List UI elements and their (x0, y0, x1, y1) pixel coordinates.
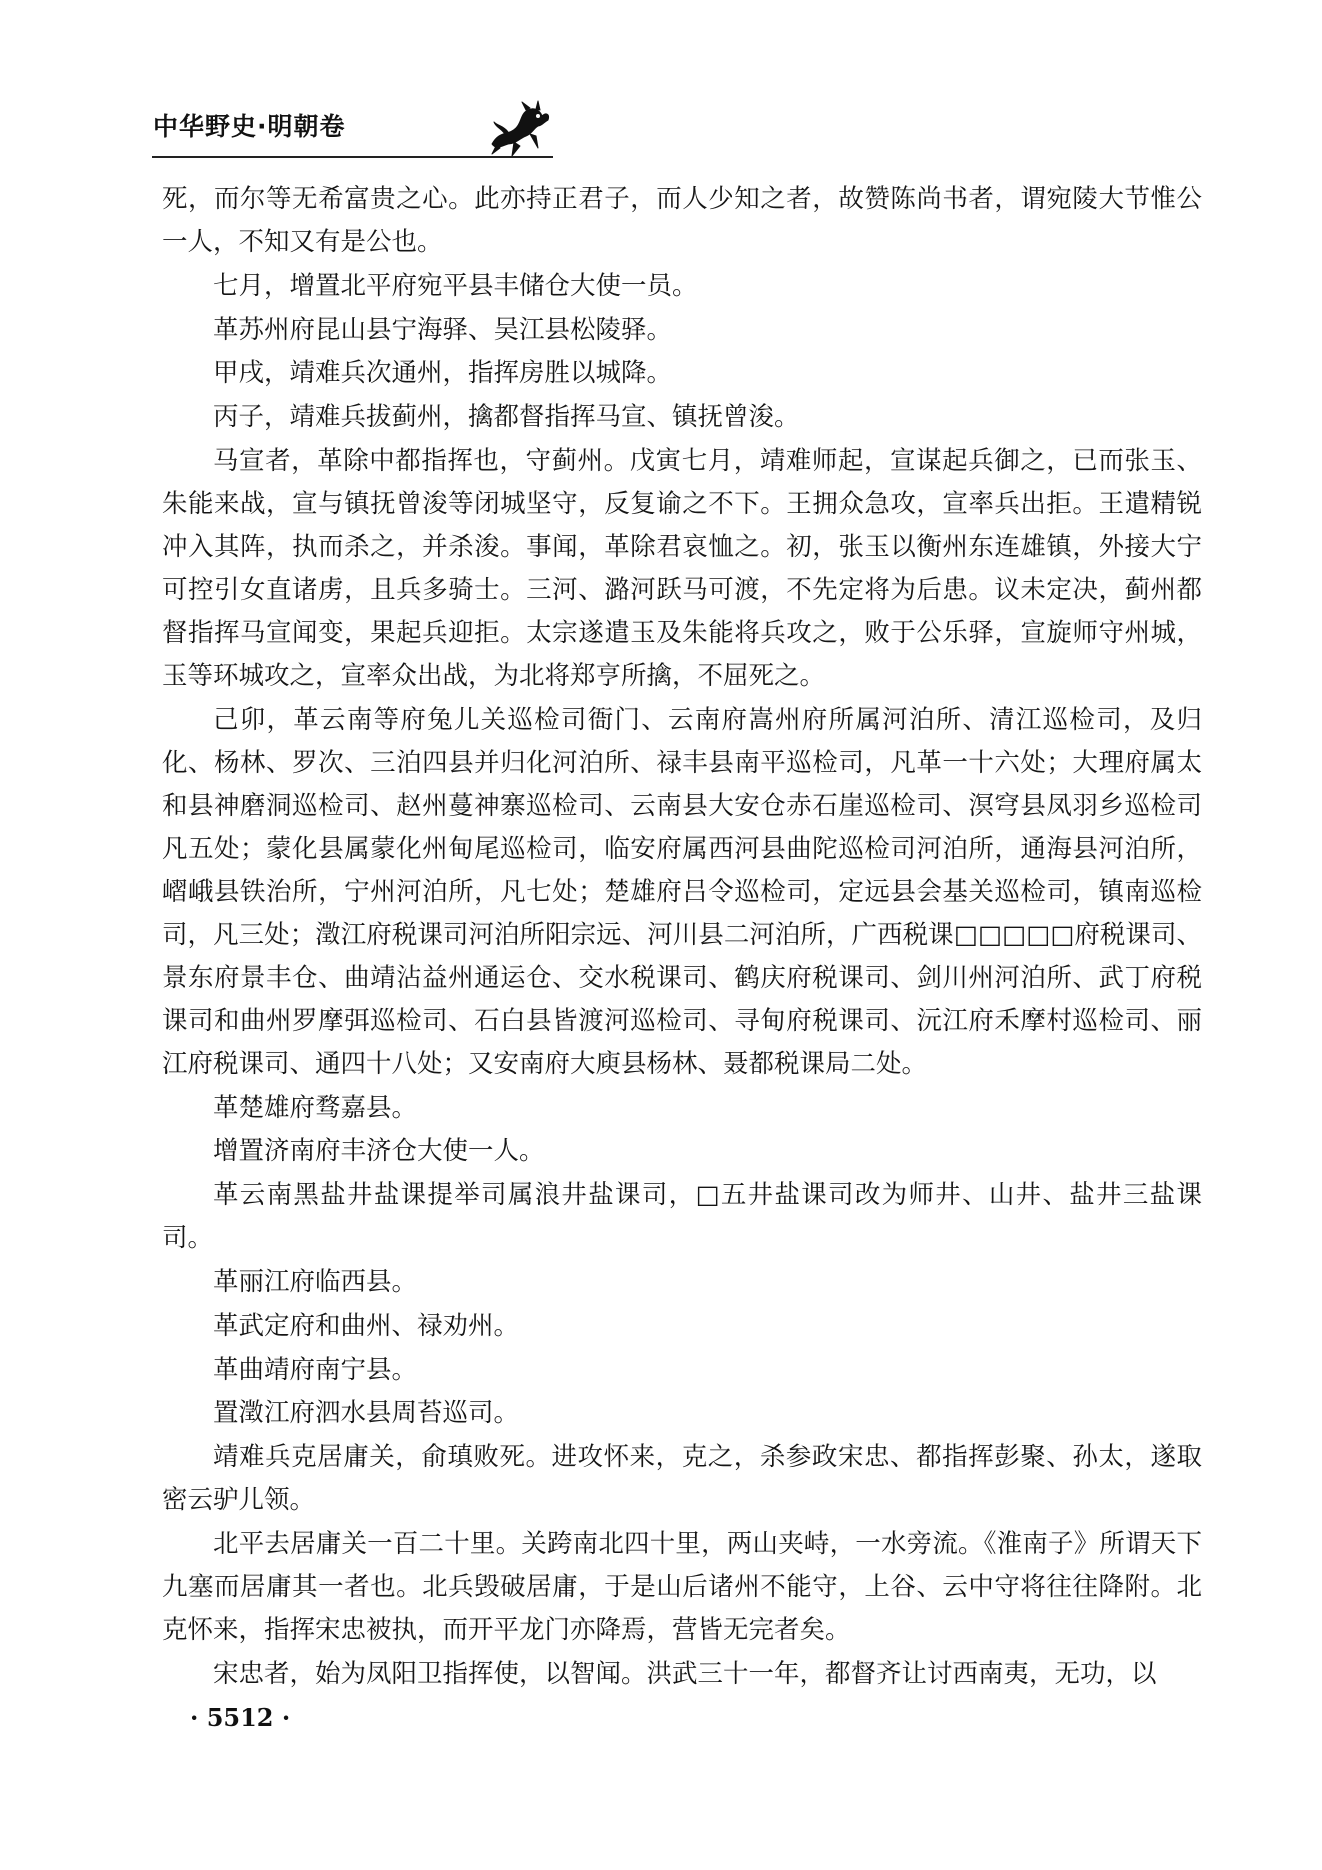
paragraph: 革曲靖府南宁县。 (213, 1354, 418, 1385)
paragraph: 甲戌，靖难兵次通州，指挥房胜以城降。 (213, 358, 673, 389)
header-rule (152, 156, 553, 158)
paragraph: 革云南黑盐井盐课提举司属浪井盐课司，□五井盐课司改为师井、山井、盐井三盐课司。 (162, 1180, 1202, 1254)
paragraph: 革楚雄府骛嘉县。 (213, 1092, 418, 1123)
paragraph: 七月，增置北平府宛平县丰储仓大使一员。 (213, 270, 698, 301)
paragraph: 北平去居庸关一百二十里。关跨南北四十里，两山夹峙，一水旁流。《淮南子》所谓天下九塞而居庸其一者也。北兵毁破居庸，于是山后诸州不能守，上谷、云中守将往往降附。北克怀来，指挥宋忠被执，而开平龙门亦降焉，营皆无完者矣。 (162, 1528, 1202, 1645)
paragraph: 死，而尔等无希富贵之心。此亦持正君子，而人少知之者，故赞陈尚书者，谓宛陵大节惟公一人，不知又有是公也。 (162, 184, 1202, 257)
paragraph: 丙子，靖难兵拔蓟州，擒都督指挥马宣、镇抚曾浚。 (213, 402, 800, 433)
paragraph: 革武定府和曲州、禄劝州。 (213, 1310, 520, 1341)
paragraph: 己卯，革云南等府兔儿关巡检司衙门、云南府嵩州府所属河泊所、清江巡检司，及归化、杨林、罗次、三泊四县并归化河泊所、禄丰县南平巡检司，凡革一十六处；大理府属太和县神磨洞巡检司、赵州蔓神寨巡检司、云南县大安仓赤石崖巡检司、溟穹县凤羽乡巡检司凡五处；蒙化县属蒙化州甸尾巡检司，临安府属西河县曲陀巡检司河泊所，通海县河泊所，嶍峨县铁治所，宁州河泊所，凡七处；楚雄府吕令巡检司，定远县会基关巡检司，镇南巡检司，凡三处；澂江府税课司河泊所阳宗远、河川县二河泊所，广西税课□□□□□府税课司、景东府景丰仓、曲靖沾益州通运仓、交水税课司、鹤庆府税课司、剑川州河泊所、武丁府税课司和曲州罗摩弭巡检司、石白县皆渡河巡检司、寻甸府税课司、沅江府禾摩村巡检司、丽江府税课司、通四十八处；又安南府大庾县杨林、聂都税课局二处。 (162, 704, 1202, 1079)
page-number: · 5512 · (190, 1703, 291, 1732)
body-text (162, 178, 1202, 1697)
paragraph: 置澂江府泗水县周苔巡司。 (213, 1398, 520, 1429)
paragraph: 宋忠者，始为凤阳卫指挥使，以智闻。洪武三十一年，都督齐让讨西南夷，无功，以 (213, 1658, 1157, 1689)
paragraph: 革苏州府昆山县宁海驿、吴江县松陵驿。 (213, 314, 673, 345)
paragraph: 革丽江府临西县。 (213, 1266, 418, 1297)
dragon-icon (486, 100, 552, 158)
paragraph: 马宣者，革除中都指挥也，守蓟州。戊寅七月，靖难师起，宣谋起兵御之，已而张玉、朱能来战，宣与镇抚曾浚等闭城坚守，反复谕之不下。王拥众急攻，宣率兵出拒。王遣精锐冲入其阵，执而杀之，并杀浚。事闻，革除君哀恤之。初，张玉以衡州东连雄镇，外接大宁可控引女直诸虏，且兵多骑士。三河、潞河跃马可渡，不先定将为后患。议未定决，蓟州都督指挥马宣闻变，果起兵迎拒。太宗遂遣玉及朱能将兵攻之，败于公乐驿，宣旋师守州城，玉等环城攻之，宣率众出战，为北将郑亨所擒，不屈死之。 (162, 445, 1202, 691)
running-header-title: 中华野史·明朝卷 (153, 112, 346, 141)
paragraph: 靖难兵克居庸关，俞瑱败死。进攻怀来，克之，杀参政宋忠、都指挥彭聚、孙太，遂取密云驴儿领。 (162, 1442, 1202, 1516)
paragraph: 增置济南府丰济仓大使一人。 (213, 1136, 545, 1167)
